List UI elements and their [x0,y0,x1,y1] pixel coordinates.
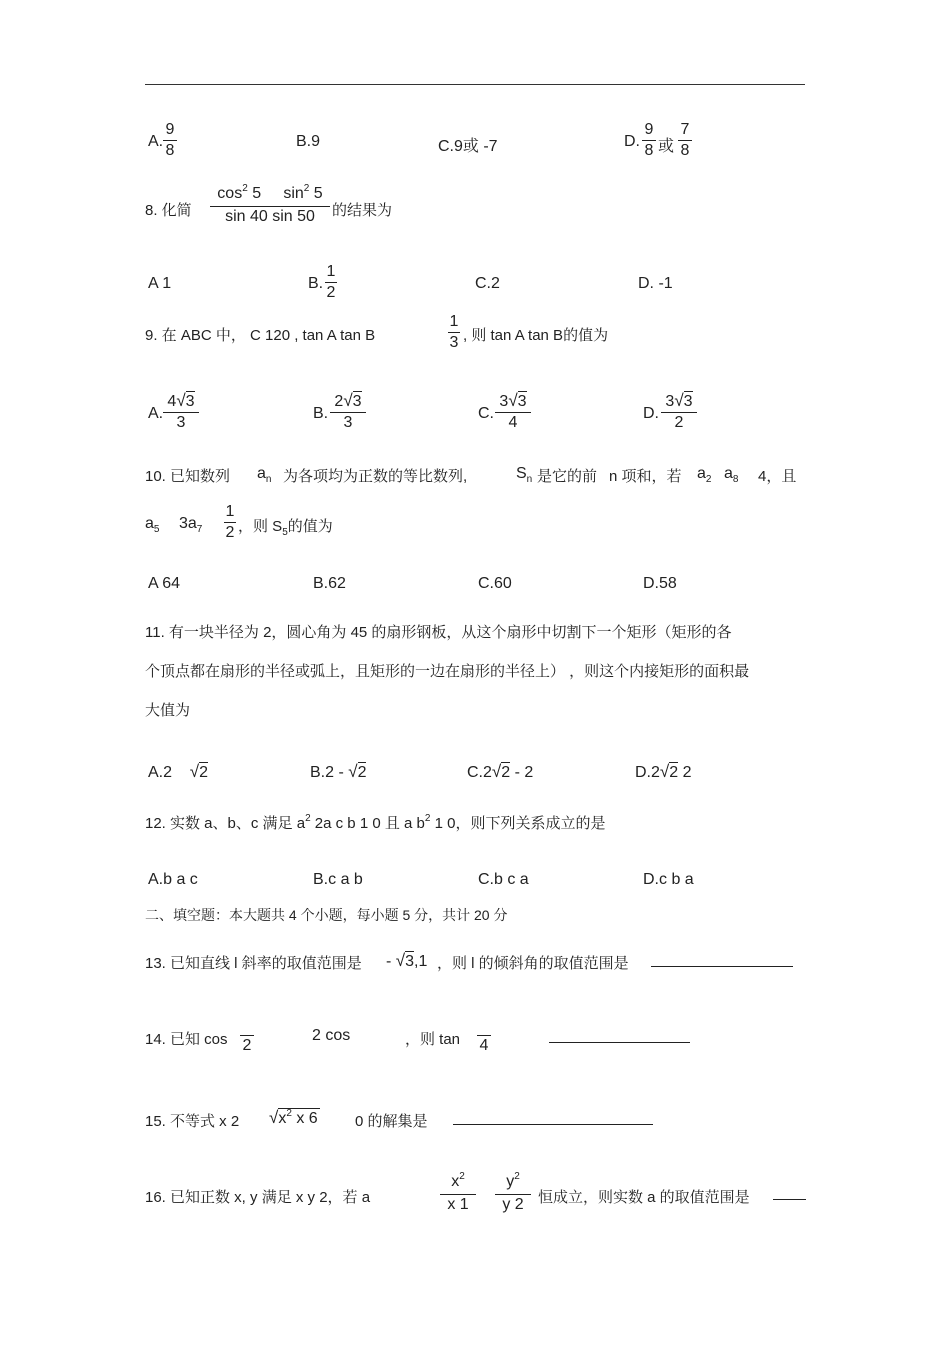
q12-option-d: D.c b a [643,871,694,888]
q7-option-d-fraction-2: 7 8 [678,120,692,161]
q7-option-d-fraction-1: 9 8 [642,120,656,161]
q9-option-d-fraction: 3√3 2 [661,391,697,433]
q9-option-c-label: C. [478,405,494,422]
q14-fraction-2: 4 [477,1015,491,1056]
q8-option-c: C.2 [475,275,500,292]
q10-sequence-an: $a_n$ [257,465,272,485]
q10-line1-nterms: n 项和，若 [609,468,682,485]
q10-line2-tail: ，则 $S_5$的值为 [238,518,333,538]
q12-stem: 12. 实数 a、b、c 满足 $a^2$ 2a c b 1 0 且 a $b^2$ 1 0，则下列关系成立的是 [145,813,606,832]
q11-line3: 大值为 [145,702,191,719]
q10-option-a: A 64 [148,575,181,592]
q14-stem: 14. 已知 cos [145,1031,228,1048]
q12-option-c: C.b c a [478,871,529,888]
q9-option-b-fraction: 2√3 3 [330,391,366,433]
q13-stem: 13. 已知直线 l 斜率的取值范围是 [145,955,362,972]
q14-answer-blank[interactable] [549,1042,690,1043]
q7-option-d-label: D. [624,133,640,150]
q8-option-a: A 1 [148,275,172,292]
q16-fraction-2: $y^2$ y 2 [495,1172,531,1215]
q9-option-c-fraction: 3√3 4 [495,391,531,433]
q7-option-a-fraction: 9 8 [163,120,177,161]
q7-option-b: B.9 [296,133,321,150]
q8-expression-fraction: $\cos^2 5$ $\sin^2 5$ sin 40 sin 50 [210,184,330,227]
q7-option-d-or: 或 [658,138,675,155]
q9-stem-fraction: 1 3 [449,313,459,351]
q10-line1-desc: 为各项均为正数的等比数列, [283,468,468,485]
q8-option-d: D. -1 [638,275,673,292]
q13-answer-blank[interactable] [651,966,793,967]
q8-tail: 的结果为 [332,202,393,219]
q7-option-c: C.9或 -7 [438,138,498,155]
q8-option-b-fraction: 1 2 [326,263,336,301]
section-2-heading: 二、填空题：本大题共 4 个小题，每小题 5 分，共计 20 分 [145,907,508,923]
q14-mid: 2 cos [312,1027,351,1044]
q13-tail: ，则 l 的倾斜角的取值范围是 [437,955,629,972]
q10-line1-start: 10. 已知数列 [145,468,231,485]
q10-option-c: C.60 [478,575,512,592]
q12-option-b: B.c a b [313,871,363,888]
q9-tail: , 则 tan A tan B的值为 [463,327,609,344]
q10-line1-front: 是它的前 [537,468,598,485]
q7-option-a-label: A. [148,133,164,150]
q10-term-a2: $a_2$ [697,465,712,485]
q9-option-b-label: B. [313,405,329,422]
q16-fraction-1: $x^2$ x 1 [440,1172,476,1215]
q11-option-b: B.2 - √2 [310,762,367,781]
q14-fraction-1: 2 [240,1015,254,1056]
q15-tail: 0 的解集是 [355,1113,428,1130]
q11-line1: 11. 有一块半径为 2，圆心角为 45 的扇形钢板，从这个扇形中切割下一个矩形（矩形的各 [145,624,732,641]
q12-option-a: A.b a c [148,871,198,888]
q16-stem: 16. 已知正数 x, y 满足 x y 2，若 a [145,1189,371,1206]
q10-line1-end: 4，且 [758,468,797,485]
q16-tail: 恒成立，则实数 a 的取值范围是 [538,1189,750,1206]
q10-sum-sn: $S_n$ [516,465,533,485]
header-rule [145,84,805,85]
q9-option-a-fraction: 4√3 3 [163,391,199,433]
q8-option-b-label: B. [308,275,324,292]
q13-slope-range: - √3,1 [386,951,428,970]
q16-answer-blank[interactable] [773,1199,806,1200]
q10-half-fraction: 1 2 [225,503,235,541]
q10-option-d: D.58 [643,575,677,592]
q11-option-a: A.2 √2 [148,762,209,781]
q11-line2: 个顶点都在扇形的半径或弧上，且矩形的一边在扇形的半径上） ，则这个内接矩形的面积最 [145,663,750,680]
q15-stem: 15. 不等式 x 2 [145,1113,240,1130]
q8-stem: 8. 化简 [145,202,192,219]
q11-option-c: C.2√2 - 2 [467,762,534,781]
q11-option-d: D.2√2 2 [635,762,692,781]
q10-option-b: B.62 [313,575,346,592]
q10-term-a8: $a_8$ [724,465,739,485]
q15-radical: $√x^2$ x 6 [269,1108,318,1127]
q15-answer-blank[interactable] [453,1124,653,1125]
q9-stem: 9. 在 ABC 中， C 120 , tan A tan B [145,327,376,344]
q14-tail: ，则 tan [405,1031,461,1048]
q10-term-3a7: $3a_7$ [179,515,203,535]
q9-option-d-label: D. [643,405,659,422]
q10-term-a5: $a_5$ [145,515,160,535]
q9-option-a-label: A. [148,405,164,422]
